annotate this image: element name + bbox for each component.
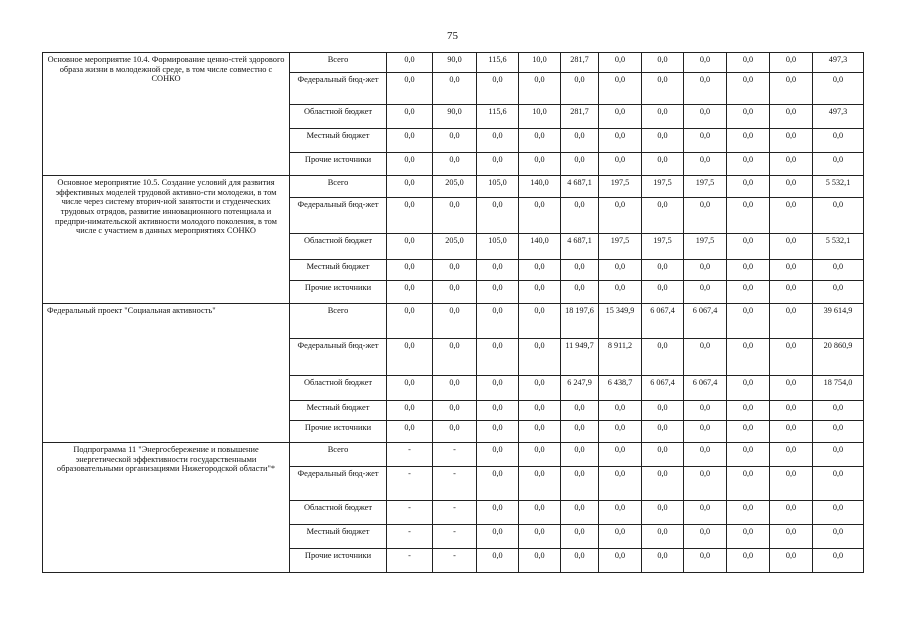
value-cell: 0,0: [684, 339, 727, 376]
value-cell: 0,0: [387, 234, 433, 260]
value-cell: 90,0: [433, 105, 477, 129]
value-cell: 90,0: [433, 53, 477, 73]
value-cell: 0,0: [599, 53, 642, 73]
total-cell: 5 532,1: [813, 234, 864, 260]
value-cell: 0,0: [477, 281, 519, 304]
value-cell: 0,0: [477, 260, 519, 281]
event-title: Федеральный проект "Социальная активность": [43, 304, 290, 443]
value-cell: 0,0: [770, 549, 813, 573]
value-cell: 197,5: [599, 176, 642, 198]
funding-source: Всего: [290, 53, 387, 73]
value-cell: 8 911,2: [599, 339, 642, 376]
value-cell: 0,0: [387, 304, 433, 339]
value-cell: 0,0: [642, 443, 684, 467]
value-cell: 0,0: [477, 549, 519, 573]
value-cell: 0,0: [477, 129, 519, 153]
funding-source: Всего: [290, 304, 387, 339]
value-cell: 0,0: [561, 549, 599, 573]
funding-source: Прочие источники: [290, 421, 387, 443]
value-cell: 0,0: [727, 105, 770, 129]
funding-source: Федеральный бюд-жет: [290, 467, 387, 501]
value-cell: 0,0: [387, 129, 433, 153]
value-cell: 0,0: [770, 467, 813, 501]
value-cell: 11 949,7: [561, 339, 599, 376]
value-cell: 0,0: [561, 467, 599, 501]
value-cell: 0,0: [684, 549, 727, 573]
value-cell: 0,0: [727, 376, 770, 401]
value-cell: 0,0: [727, 339, 770, 376]
value-cell: 0,0: [433, 198, 477, 234]
value-cell: 0,0: [684, 198, 727, 234]
funding-source: Федеральный бюд-жет: [290, 198, 387, 234]
value-cell: 0,0: [519, 376, 561, 401]
value-cell: 0,0: [642, 260, 684, 281]
value-cell: 0,0: [770, 339, 813, 376]
value-cell: 0,0: [477, 421, 519, 443]
value-cell: 0,0: [770, 73, 813, 105]
value-cell: 105,0: [477, 176, 519, 198]
value-cell: 0,0: [599, 401, 642, 421]
value-cell: 0,0: [599, 281, 642, 304]
value-cell: 197,5: [599, 234, 642, 260]
value-cell: 0,0: [519, 525, 561, 549]
funding-source: Всего: [290, 443, 387, 467]
value-cell: 0,0: [642, 501, 684, 525]
value-cell: 140,0: [519, 234, 561, 260]
table-row: [43, 53, 864, 73]
value-cell: 0,0: [519, 281, 561, 304]
value-cell: 6 067,4: [642, 376, 684, 401]
value-cell: 0,0: [477, 304, 519, 339]
value-cell: 0,0: [770, 501, 813, 525]
value-cell: 0,0: [642, 281, 684, 304]
value-cell: 0,0: [727, 260, 770, 281]
value-cell: 0,0: [642, 198, 684, 234]
funding-source: Прочие источники: [290, 281, 387, 304]
value-cell: 0,0: [519, 549, 561, 573]
value-cell: 0,0: [519, 421, 561, 443]
budget-table-body: [43, 53, 864, 573]
value-cell: 0,0: [727, 421, 770, 443]
value-cell: 0,0: [684, 153, 727, 176]
value-cell: 10,0: [519, 105, 561, 129]
value-cell: 0,0: [642, 73, 684, 105]
total-cell: 20 860,9: [813, 339, 864, 376]
value-cell: 0,0: [433, 281, 477, 304]
value-cell: 0,0: [727, 198, 770, 234]
value-cell: 0,0: [642, 339, 684, 376]
value-cell: 0,0: [599, 421, 642, 443]
value-cell: 0,0: [477, 467, 519, 501]
value-cell: 0,0: [599, 73, 642, 105]
funding-source: Областной бюджет: [290, 105, 387, 129]
total-cell: 0,0: [813, 421, 864, 443]
value-cell: 0,0: [599, 198, 642, 234]
value-cell: 0,0: [770, 281, 813, 304]
value-cell: 140,0: [519, 176, 561, 198]
value-cell: 0,0: [599, 467, 642, 501]
value-cell: 0,0: [519, 153, 561, 176]
value-cell: 0,0: [433, 153, 477, 176]
value-cell: 0,0: [561, 421, 599, 443]
value-cell: 0,0: [561, 525, 599, 549]
value-cell: 0,0: [770, 525, 813, 549]
value-cell: 0,0: [477, 525, 519, 549]
value-cell: 0,0: [519, 129, 561, 153]
value-cell: 0,0: [599, 501, 642, 525]
value-cell: 0,0: [727, 443, 770, 467]
value-cell: 0,0: [727, 129, 770, 153]
value-cell: 0,0: [727, 304, 770, 339]
value-cell: 4 687,1: [561, 176, 599, 198]
value-cell: 105,0: [477, 234, 519, 260]
value-cell: -: [387, 549, 433, 573]
value-cell: 18 197,6: [561, 304, 599, 339]
value-cell: 197,5: [684, 176, 727, 198]
total-cell: 0,0: [813, 549, 864, 573]
total-cell: 0,0: [813, 281, 864, 304]
total-cell: 0,0: [813, 73, 864, 105]
value-cell: 0,0: [519, 443, 561, 467]
value-cell: 0,0: [519, 501, 561, 525]
total-cell: 0,0: [813, 198, 864, 234]
value-cell: 0,0: [770, 234, 813, 260]
table-row: [43, 443, 864, 467]
value-cell: 197,5: [684, 234, 727, 260]
value-cell: 115,6: [477, 105, 519, 129]
funding-source: Областной бюджет: [290, 501, 387, 525]
value-cell: 0,0: [433, 129, 477, 153]
value-cell: 0,0: [642, 153, 684, 176]
funding-source: Федеральный бюд-жет: [290, 339, 387, 376]
value-cell: 0,0: [684, 467, 727, 501]
value-cell: 0,0: [387, 401, 433, 421]
value-cell: 0,0: [433, 376, 477, 401]
value-cell: 0,0: [561, 443, 599, 467]
value-cell: 197,5: [642, 176, 684, 198]
total-cell: 497,3: [813, 105, 864, 129]
funding-source: Федеральный бюд-жет: [290, 73, 387, 105]
value-cell: 0,0: [477, 73, 519, 105]
funding-source: Прочие источники: [290, 549, 387, 573]
value-cell: 0,0: [727, 176, 770, 198]
value-cell: 0,0: [727, 401, 770, 421]
value-cell: 0,0: [387, 376, 433, 401]
budget-table: [42, 52, 864, 573]
value-cell: 15 349,9: [599, 304, 642, 339]
value-cell: 0,0: [519, 260, 561, 281]
value-cell: 0,0: [684, 401, 727, 421]
value-cell: 0,0: [599, 525, 642, 549]
event-title: Подпрограмма 11 "Энергосбережение и повышение энергетической эффективности государственными образовательными организациями Нижегородской области"*: [43, 443, 290, 573]
funding-source: Областной бюджет: [290, 234, 387, 260]
value-cell: 0,0: [387, 281, 433, 304]
total-cell: 39 614,9: [813, 304, 864, 339]
funding-source: Местный бюджет: [290, 129, 387, 153]
value-cell: 0,0: [561, 281, 599, 304]
value-cell: 0,0: [387, 198, 433, 234]
value-cell: 0,0: [684, 129, 727, 153]
value-cell: 0,0: [519, 198, 561, 234]
value-cell: 6 438,7: [599, 376, 642, 401]
total-cell: 0,0: [813, 501, 864, 525]
value-cell: 0,0: [727, 281, 770, 304]
value-cell: 6 247,9: [561, 376, 599, 401]
value-cell: 0,0: [387, 339, 433, 376]
value-cell: 0,0: [770, 176, 813, 198]
value-cell: 0,0: [727, 525, 770, 549]
value-cell: 0,0: [477, 501, 519, 525]
value-cell: 0,0: [770, 105, 813, 129]
value-cell: 0,0: [387, 53, 433, 73]
value-cell: 0,0: [684, 501, 727, 525]
value-cell: 0,0: [770, 260, 813, 281]
value-cell: 6 067,4: [684, 376, 727, 401]
value-cell: 0,0: [387, 73, 433, 105]
value-cell: 0,0: [599, 443, 642, 467]
value-cell: 0,0: [561, 153, 599, 176]
value-cell: 0,0: [770, 198, 813, 234]
total-cell: 5 532,1: [813, 176, 864, 198]
value-cell: 10,0: [519, 53, 561, 73]
funding-source: Местный бюджет: [290, 525, 387, 549]
value-cell: 0,0: [433, 73, 477, 105]
funding-source: Прочие источники: [290, 153, 387, 176]
value-cell: 0,0: [599, 549, 642, 573]
total-cell: 18 754,0: [813, 376, 864, 401]
value-cell: 0,0: [770, 53, 813, 73]
total-cell: 0,0: [813, 443, 864, 467]
value-cell: 0,0: [684, 525, 727, 549]
value-cell: 0,0: [561, 260, 599, 281]
total-cell: 0,0: [813, 467, 864, 501]
total-cell: 0,0: [813, 153, 864, 176]
value-cell: 0,0: [727, 153, 770, 176]
value-cell: 115,6: [477, 53, 519, 73]
value-cell: 0,0: [519, 401, 561, 421]
value-cell: 0,0: [387, 260, 433, 281]
funding-source: Всего: [290, 176, 387, 198]
value-cell: 0,0: [519, 467, 561, 501]
value-cell: 0,0: [684, 443, 727, 467]
value-cell: 0,0: [642, 53, 684, 73]
event-title: Основное мероприятие 10.4. Формирование ценно-стей здорового образа жизни в молодежной среде, в том числе совместно с СОНКО: [43, 53, 290, 176]
value-cell: 0,0: [770, 129, 813, 153]
total-cell: 0,0: [813, 401, 864, 421]
value-cell: 0,0: [642, 549, 684, 573]
value-cell: 0,0: [727, 467, 770, 501]
value-cell: -: [433, 549, 477, 573]
value-cell: 0,0: [387, 105, 433, 129]
value-cell: -: [387, 501, 433, 525]
value-cell: 0,0: [519, 339, 561, 376]
value-cell: 0,0: [519, 73, 561, 105]
value-cell: 0,0: [561, 198, 599, 234]
total-cell: 0,0: [813, 129, 864, 153]
value-cell: -: [433, 467, 477, 501]
value-cell: -: [387, 525, 433, 549]
value-cell: 0,0: [770, 443, 813, 467]
value-cell: 4 687,1: [561, 234, 599, 260]
value-cell: 0,0: [561, 129, 599, 153]
value-cell: 0,0: [642, 129, 684, 153]
total-cell: 0,0: [813, 525, 864, 549]
value-cell: 0,0: [770, 376, 813, 401]
value-cell: 0,0: [433, 304, 477, 339]
value-cell: 0,0: [477, 153, 519, 176]
table-row: [43, 176, 864, 198]
value-cell: 0,0: [642, 105, 684, 129]
total-cell: 0,0: [813, 260, 864, 281]
value-cell: 0,0: [561, 501, 599, 525]
value-cell: 205,0: [433, 234, 477, 260]
value-cell: 0,0: [642, 525, 684, 549]
event-title: Основное мероприятие 10.5. Создание условий для развития эффективных моделей трудовой активно-сти молодежи, в том числе через систему вторич-ной занятости и студенческих трудовых отрядов, развитие инновационного потенциала и предпри-нимательской активности молодого поколения, в том числе с участием в данных мероприятиях СОНКО: [43, 176, 290, 304]
value-cell: 0,0: [561, 401, 599, 421]
value-cell: 0,0: [477, 401, 519, 421]
value-cell: -: [387, 467, 433, 501]
value-cell: 0,0: [727, 501, 770, 525]
value-cell: -: [387, 443, 433, 467]
value-cell: 0,0: [684, 105, 727, 129]
value-cell: 0,0: [770, 304, 813, 339]
value-cell: 0,0: [727, 73, 770, 105]
value-cell: 0,0: [599, 129, 642, 153]
table-row: [43, 304, 864, 339]
value-cell: 0,0: [387, 421, 433, 443]
value-cell: 0,0: [599, 153, 642, 176]
value-cell: 0,0: [519, 304, 561, 339]
value-cell: 0,0: [727, 234, 770, 260]
value-cell: 0,0: [477, 376, 519, 401]
value-cell: 0,0: [599, 105, 642, 129]
value-cell: 0,0: [684, 281, 727, 304]
value-cell: 0,0: [684, 421, 727, 443]
value-cell: -: [433, 501, 477, 525]
value-cell: 6 067,4: [684, 304, 727, 339]
value-cell: 0,0: [387, 153, 433, 176]
value-cell: 0,0: [477, 443, 519, 467]
value-cell: 0,0: [642, 421, 684, 443]
value-cell: 0,0: [477, 339, 519, 376]
value-cell: 0,0: [684, 260, 727, 281]
value-cell: 0,0: [433, 401, 477, 421]
value-cell: 0,0: [433, 260, 477, 281]
value-cell: 0,0: [684, 73, 727, 105]
value-cell: -: [433, 525, 477, 549]
value-cell: 0,0: [642, 467, 684, 501]
value-cell: 0,0: [642, 401, 684, 421]
value-cell: 197,5: [642, 234, 684, 260]
funding-source: Местный бюджет: [290, 401, 387, 421]
value-cell: 281,7: [561, 53, 599, 73]
value-cell: -: [433, 443, 477, 467]
page-number: 75: [447, 30, 458, 42]
value-cell: 0,0: [561, 73, 599, 105]
value-cell: 6 067,4: [642, 304, 684, 339]
value-cell: 0,0: [387, 176, 433, 198]
value-cell: 0,0: [770, 401, 813, 421]
funding-source: Местный бюджет: [290, 260, 387, 281]
value-cell: 0,0: [727, 53, 770, 73]
value-cell: 0,0: [684, 53, 727, 73]
funding-source: Областной бюджет: [290, 376, 387, 401]
value-cell: 0,0: [477, 198, 519, 234]
value-cell: 0,0: [599, 260, 642, 281]
value-cell: 0,0: [770, 421, 813, 443]
value-cell: 281,7: [561, 105, 599, 129]
total-cell: 497,3: [813, 53, 864, 73]
value-cell: 205,0: [433, 176, 477, 198]
value-cell: 0,0: [770, 153, 813, 176]
value-cell: 0,0: [433, 339, 477, 376]
value-cell: 0,0: [727, 549, 770, 573]
value-cell: 0,0: [433, 421, 477, 443]
